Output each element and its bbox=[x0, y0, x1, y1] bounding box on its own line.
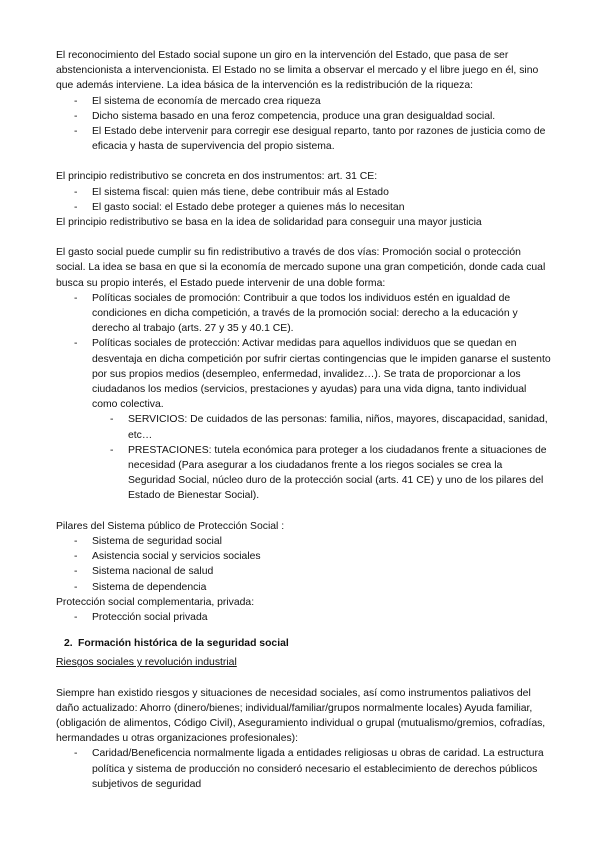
list-item: - El sistema de economía de mercado crea riqueza bbox=[56, 94, 552, 109]
list-item: - Sistema de dependencia bbox=[56, 580, 552, 595]
list-item: - Sistema de seguridad social bbox=[56, 534, 552, 549]
spacer bbox=[56, 625, 552, 636]
list-pilares bbox=[56, 534, 552, 595]
list-item: - Políticas sociales de promoción: Contribuir a que todos los individuos estén en igualdad de condiciones en dicha competición, a través de la promoción social: derecho a la educación y derecho al trabajo (arts. 27 y 35 y 40.1 CE). bbox=[56, 291, 552, 337]
section-number: 2. bbox=[64, 638, 73, 650]
list-item: - Sistema nacional de salud bbox=[56, 564, 552, 579]
list-item: - El sistema fiscal: quien más tiene, debe contribuir más al Estado bbox=[56, 185, 552, 200]
subheading: Riesgos sociales y revolución industrial bbox=[56, 657, 237, 669]
list-item: - Dicho sistema basado en una feroz competencia, produce una gran desigualdad social. bbox=[56, 109, 552, 124]
list-item: - Caridad/Beneficencia normalmente ligada a entidades religiosas u obras de caridad. La estructura política y sistema de producción no consideró necesario el establecimiento de derechos públicos subjetivos de seguridad bbox=[56, 746, 552, 792]
spacer bbox=[56, 504, 552, 519]
sublist-proteccion bbox=[92, 412, 552, 503]
spacer bbox=[56, 154, 552, 169]
section-heading bbox=[56, 636, 552, 651]
spacer bbox=[56, 230, 552, 245]
sublist-item: - PRESTACIONES: tutela económica para proteger a los ciudadanos frente a situaciones de necesidad (Para asegurar a los ciudadanos frente a los riegos sociales se crea la Seguridad Social, núcleo duro de la protección social (arts. 41 CE) y uno de los pilares del Estado de Bienestar Social). bbox=[92, 443, 552, 504]
paragraph-pilares: Pilares del Sistema público de Protección Social : bbox=[56, 520, 285, 532]
list-item: - El Estado debe intervenir para corregir ese desigual reparto, tanto por razones de justicia como de eficacia y hasta de supervivencia del propio sistema. bbox=[56, 124, 552, 154]
paragraph-solidaridad: El principio redistributivo se basa en la idea de solidaridad para conseguir una mayor justicia bbox=[56, 217, 482, 229]
document-page bbox=[56, 48, 552, 792]
paragraph-riesgos: Siempre han existido riesgos y situaciones de necesidad sociales, así como instrumentos paliativos del daño actualizado: Ahorro (dinero/bienes; individual/familiar/grupos normalmente locales) Ayuda familiar, (obligación de alimentos, Código Civil), Aseguramiento individual o grupal (mutualismo/gremios, cofradías, hermandades u otras organizaciones profesionales): bbox=[56, 687, 546, 745]
list-caridad bbox=[56, 746, 552, 792]
section-title: Formación histórica de la seguridad social bbox=[78, 638, 289, 650]
paragraph-instrumentos: El principio redistributivo se concreta en dos instrumentos: art. 31 CE: bbox=[56, 171, 378, 183]
list-politicas bbox=[56, 291, 552, 504]
list-instrumentos bbox=[56, 185, 552, 215]
list-item: - Protección social privada bbox=[56, 610, 552, 625]
list-item-text: Políticas sociales de protección: Activar medidas para aquellos individuos que se quedan en desventaja en dicha competición por sufrir ciertas contingencias que le impiden ganarse el sustento por sus propios medios (desempleo, enfermedad, invalidez…). Se trata de proporcionar a los ciudadanos los medios (servicios, prestaciones y ayudas) para una vida digna, tanto individual como colectiva. bbox=[92, 338, 551, 411]
list-item: - Asistencia social y servicios sociales bbox=[56, 549, 552, 564]
list-item bbox=[56, 336, 552, 503]
sublist-item: - SERVICIOS: De cuidados de las personas: familia, niños, mayores, discapacidad, sanidad, etc… bbox=[92, 412, 552, 442]
list-redistribucion bbox=[56, 94, 552, 155]
list-item: - El gasto social: el Estado debe proteger a quienes más lo necesitan bbox=[56, 200, 552, 215]
paragraph-gasto-social: El gasto social puede cumplir su fin redistributivo a través de dos vías: Promoción social o protección social. La idea se basa en que si la economía de mercado supone una gran competición, donde cada cual busca su propio interés, el Estado puede intervenir de una doble forma: bbox=[56, 247, 546, 289]
spacer bbox=[56, 671, 552, 686]
paragraph-complementaria: Protección social complementaria, privada: bbox=[56, 596, 255, 608]
paragraph-estado-social: El reconocimiento del Estado social supone un giro en la intervención del Estado, que pasa de ser abstencionista a intervencionista. El Estado no se limita a observar el mercado y el libre juego en él, sino que además interviene. La idea básica de la intervención es la redistribución de la riqueza: bbox=[56, 50, 539, 92]
list-privada bbox=[56, 610, 552, 625]
